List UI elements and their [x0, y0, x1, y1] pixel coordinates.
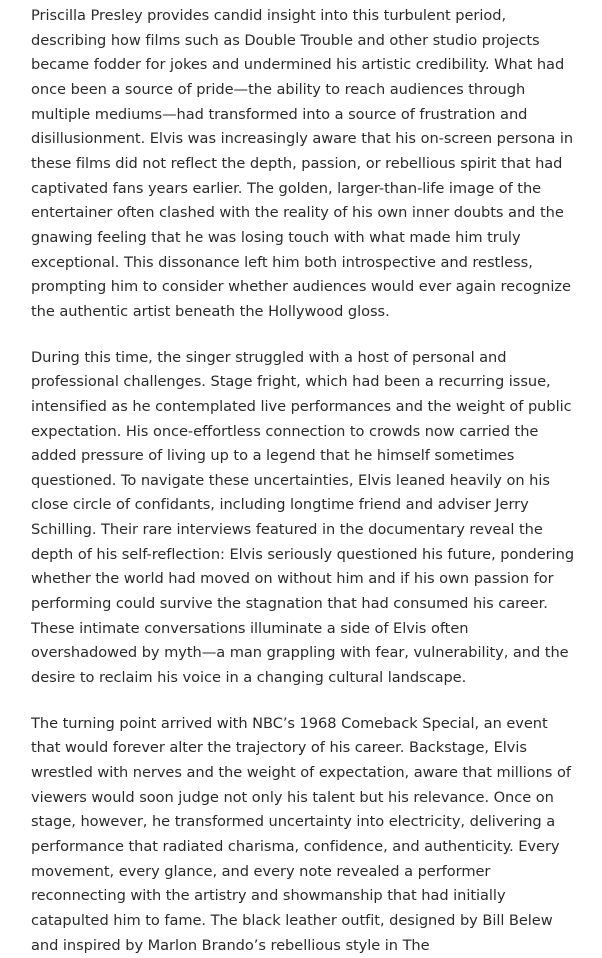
paragraph-comeback-special: The turning point arrived with NBC’s 1968 Comeback Special, an event that would forever alter the trajectory of his career. Backstage, Elvis wrestled with nerves and the weight of expectation, aware that millions of viewers would soon judge not only his talent but his relevance. Once on stage, however, he transformed uncertainty into electricity, delivering a performance that radiated charisma, confidence, and authenticity. Every movement, every glance, and every note revealed a performer reconnecting with the artistry and showmanship that had initially catapulted him to fame. The black leather outfit, designed by Bill Belew and inspired by Marlon Brando’s rebellious style in The	[31, 714, 571, 954]
paragraph-personal-challenges: During this time, the singer struggled with a host of personal and professional challenges. Stage fright, which had been a recurring issue, intensified as he contemplated live performances and the weight of public expectation. His once-effortless connection to crowds now carried the added pressure of living up to a legend that he himself sometimes questioned. To navigate these uncertainties, Elvis leaned heavily on his close circle of confidants, including longtime friend and adviser Jerry Schilling. Their rare interviews featured in the documentary reveal the depth of his self-reflection: Elvis seriously questioned his future, pondering whether the world had moved on without him and if his own passion for performing could survive the stagnation that had consumed his career. These intimate conversations illuminate a side of Elvis often overshadowed by myth—a man grappling with fear, vulnerability, and the desire to reclaim his voice in a changing cultural landscape.	[31, 348, 575, 687]
article-body	[31, 4, 579, 958]
paragraph-priscilla-insight: Priscilla Presley provides candid insight into this turbulent period, describing how films such as Double Trouble and other studio projects became fodder for jokes and undermined his artistic credibility. What had once been a source of pride—the ability to reach audiences through multiple mediums—had transformed into a source of frustration and disillusionment. Elvis was increasingly aware that his on-screen persona in these films did not reflect the depth, passion, or rebellious spirit that had captivated fans years earlier. The golden, larger-than-life image of the entertainer often clashed with the reality of his own inner doubts and the gnawing feeling that he was losing touch with what made him truly exceptional. This dissonance left him both introspective and restless, prompting him to consider whether audiences would ever again recognize the authentic artist beneath the Hollywood gloss.	[31, 7, 574, 320]
